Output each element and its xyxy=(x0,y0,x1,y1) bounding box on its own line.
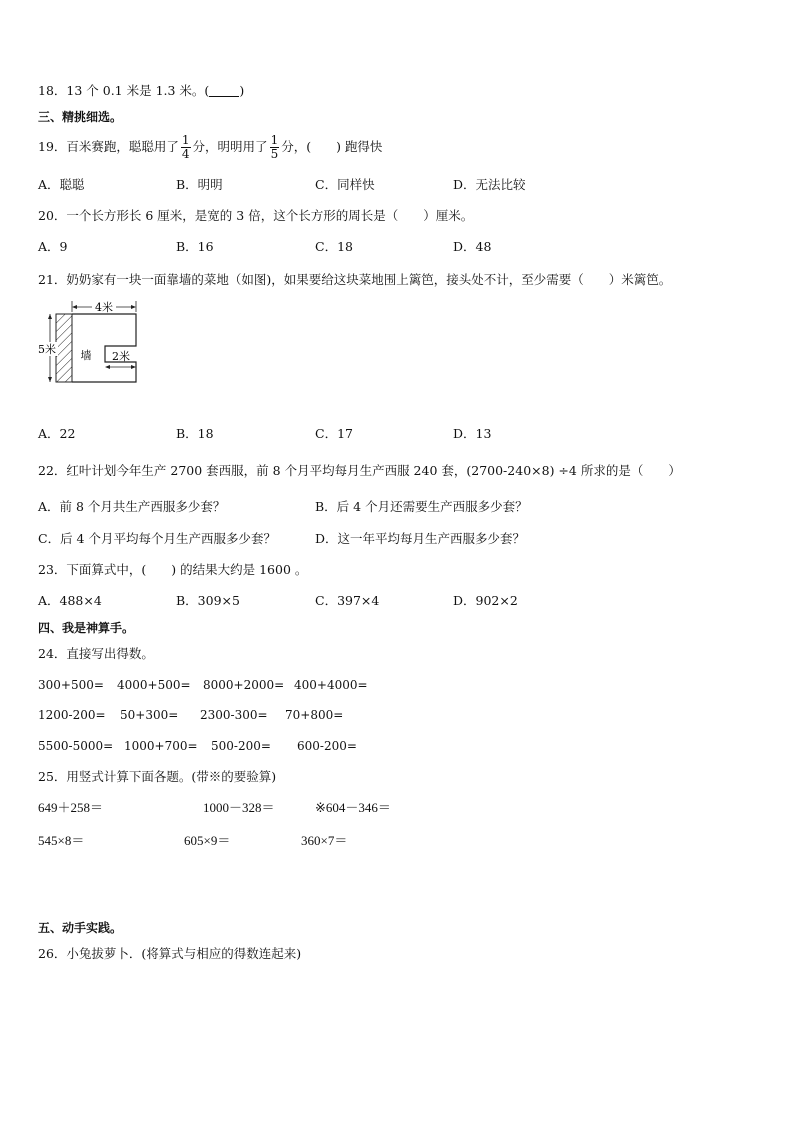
calc-item: 300+500= xyxy=(38,678,104,692)
q20-option-d[interactable]: D．48 xyxy=(453,239,492,254)
section-5-heading: 五、动手实践。 xyxy=(38,921,123,935)
section-3-heading: 三、精挑细选。 xyxy=(38,110,123,124)
vertical-calc-item: ※604－346＝ xyxy=(315,800,391,815)
calc-item: 4000+500= xyxy=(117,678,191,692)
answer-blank[interactable] xyxy=(209,84,239,97)
inner-dimension-label: 2米 xyxy=(112,350,130,363)
calc-item: 600-200= xyxy=(297,739,357,753)
question-25-text: 25．用竖式计算下面各题。(带※的要验算) xyxy=(38,769,277,784)
q19-option-a[interactable]: A．聪聪 xyxy=(38,177,85,192)
question-24-text: 24．直接写出得数。 xyxy=(38,646,154,661)
question-18: 18．13 个 0.1 米是 1.3 米。( ) xyxy=(38,83,245,98)
q22-option-a[interactable]: A．前 8 个月共生产西服多少套？ xyxy=(38,499,226,514)
q22-option-d[interactable]: D．这一年平均每月生产西服多少套？ xyxy=(315,531,526,546)
q22-option-c[interactable]: C．后 4 个月平均每个月生产西服多少套？ xyxy=(38,531,276,546)
garden-figure xyxy=(30,298,150,388)
q21-option-d[interactable]: D．13 xyxy=(453,426,492,441)
section-4-heading: 四、我是神算手。 xyxy=(38,621,135,635)
q22-option-b[interactable]: B．后 4 个月还需要生产西服多少套？ xyxy=(315,499,528,514)
calc-item: 1000+700= xyxy=(124,739,198,753)
q20-option-c[interactable]: C．18 xyxy=(315,239,353,254)
vertical-calc-item: 605×9＝ xyxy=(184,833,231,848)
q19-option-d[interactable]: D．无法比较 xyxy=(453,177,526,192)
q19-option-c[interactable]: C．同样快 xyxy=(315,177,375,192)
q23-option-a[interactable]: A．488×4 xyxy=(38,593,102,608)
vertical-calc-item: 545×8＝ xyxy=(38,833,85,848)
calc-item: 50+300= xyxy=(120,708,179,722)
question-23-text: 23．下面算式中，( ) 的结果大约是 1600 。 xyxy=(38,562,308,577)
q19-option-b[interactable]: B．明明 xyxy=(176,177,223,192)
question-18-text: 18．13 个 0.1 米是 1.3 米。( xyxy=(38,83,210,98)
calc-item: 2300-300= xyxy=(200,708,268,722)
q21-option-b[interactable]: B．18 xyxy=(176,426,214,441)
q20-option-b[interactable]: B．16 xyxy=(176,239,214,254)
q21-option-a[interactable]: A．22 xyxy=(38,426,76,441)
q23-option-c[interactable]: C．397×4 xyxy=(315,593,380,608)
vertical-calc-item: 1000－328＝ xyxy=(203,800,275,815)
field-outline xyxy=(72,314,136,382)
question-26-text: 26．小兔拔萝卜．(将算式与相应的得数连起来) xyxy=(38,946,302,961)
top-dimension-label: 4米 xyxy=(95,301,113,314)
question-22-text: 22．红叶计划今年生产 2700 套西服，前 8 个月平均每月生产西服 240 套，(2700-240×8) ÷4 所求的是（ ） xyxy=(38,463,681,478)
q21-option-c[interactable]: C．17 xyxy=(315,426,353,441)
vertical-calc-item: 360×7＝ xyxy=(301,833,348,848)
calc-item: 5500-5000= xyxy=(38,739,114,753)
calc-item: 500-200= xyxy=(211,739,271,753)
question-19: 19．百米赛跑，聪聪用了 $\frac{1}{4}$ 分，明明用了 $\frac{1}{5}$ 分，( ) 跑得快 xyxy=(38,133,383,161)
q23-option-b[interactable]: B．309×5 xyxy=(176,593,240,608)
calc-item: 8000+2000= xyxy=(203,678,285,692)
question-21-text: 21．奶奶家有一块一面靠墙的菜地（如图)，如果要给这块菜地围上篱笆，接头处不计，至少需要（ ）米篱笆。 xyxy=(38,272,672,287)
vertical-calc-item: 649＋258＝ xyxy=(38,800,104,815)
left-dimension-label: 5米 xyxy=(38,343,56,356)
calc-item: 70+800= xyxy=(285,708,344,722)
q23-option-d[interactable]: D．902×2 xyxy=(453,593,518,608)
fraction-one-quarter: $\frac{1}{4}$ xyxy=(181,133,190,161)
wall-hatch xyxy=(56,314,72,382)
wall-label: 墙 xyxy=(80,349,92,362)
calc-item: 1200-200= xyxy=(38,708,106,722)
fraction-one-fifth: $\frac{1}{5}$ xyxy=(270,133,279,161)
question-20-text: 20．一个长方形长 6 厘米，是宽的 3 倍，这个长方形的周长是（ ）厘米。 xyxy=(38,208,474,223)
q20-option-a[interactable]: A．9 xyxy=(38,239,68,254)
calc-item: 400+4000= xyxy=(294,678,368,692)
